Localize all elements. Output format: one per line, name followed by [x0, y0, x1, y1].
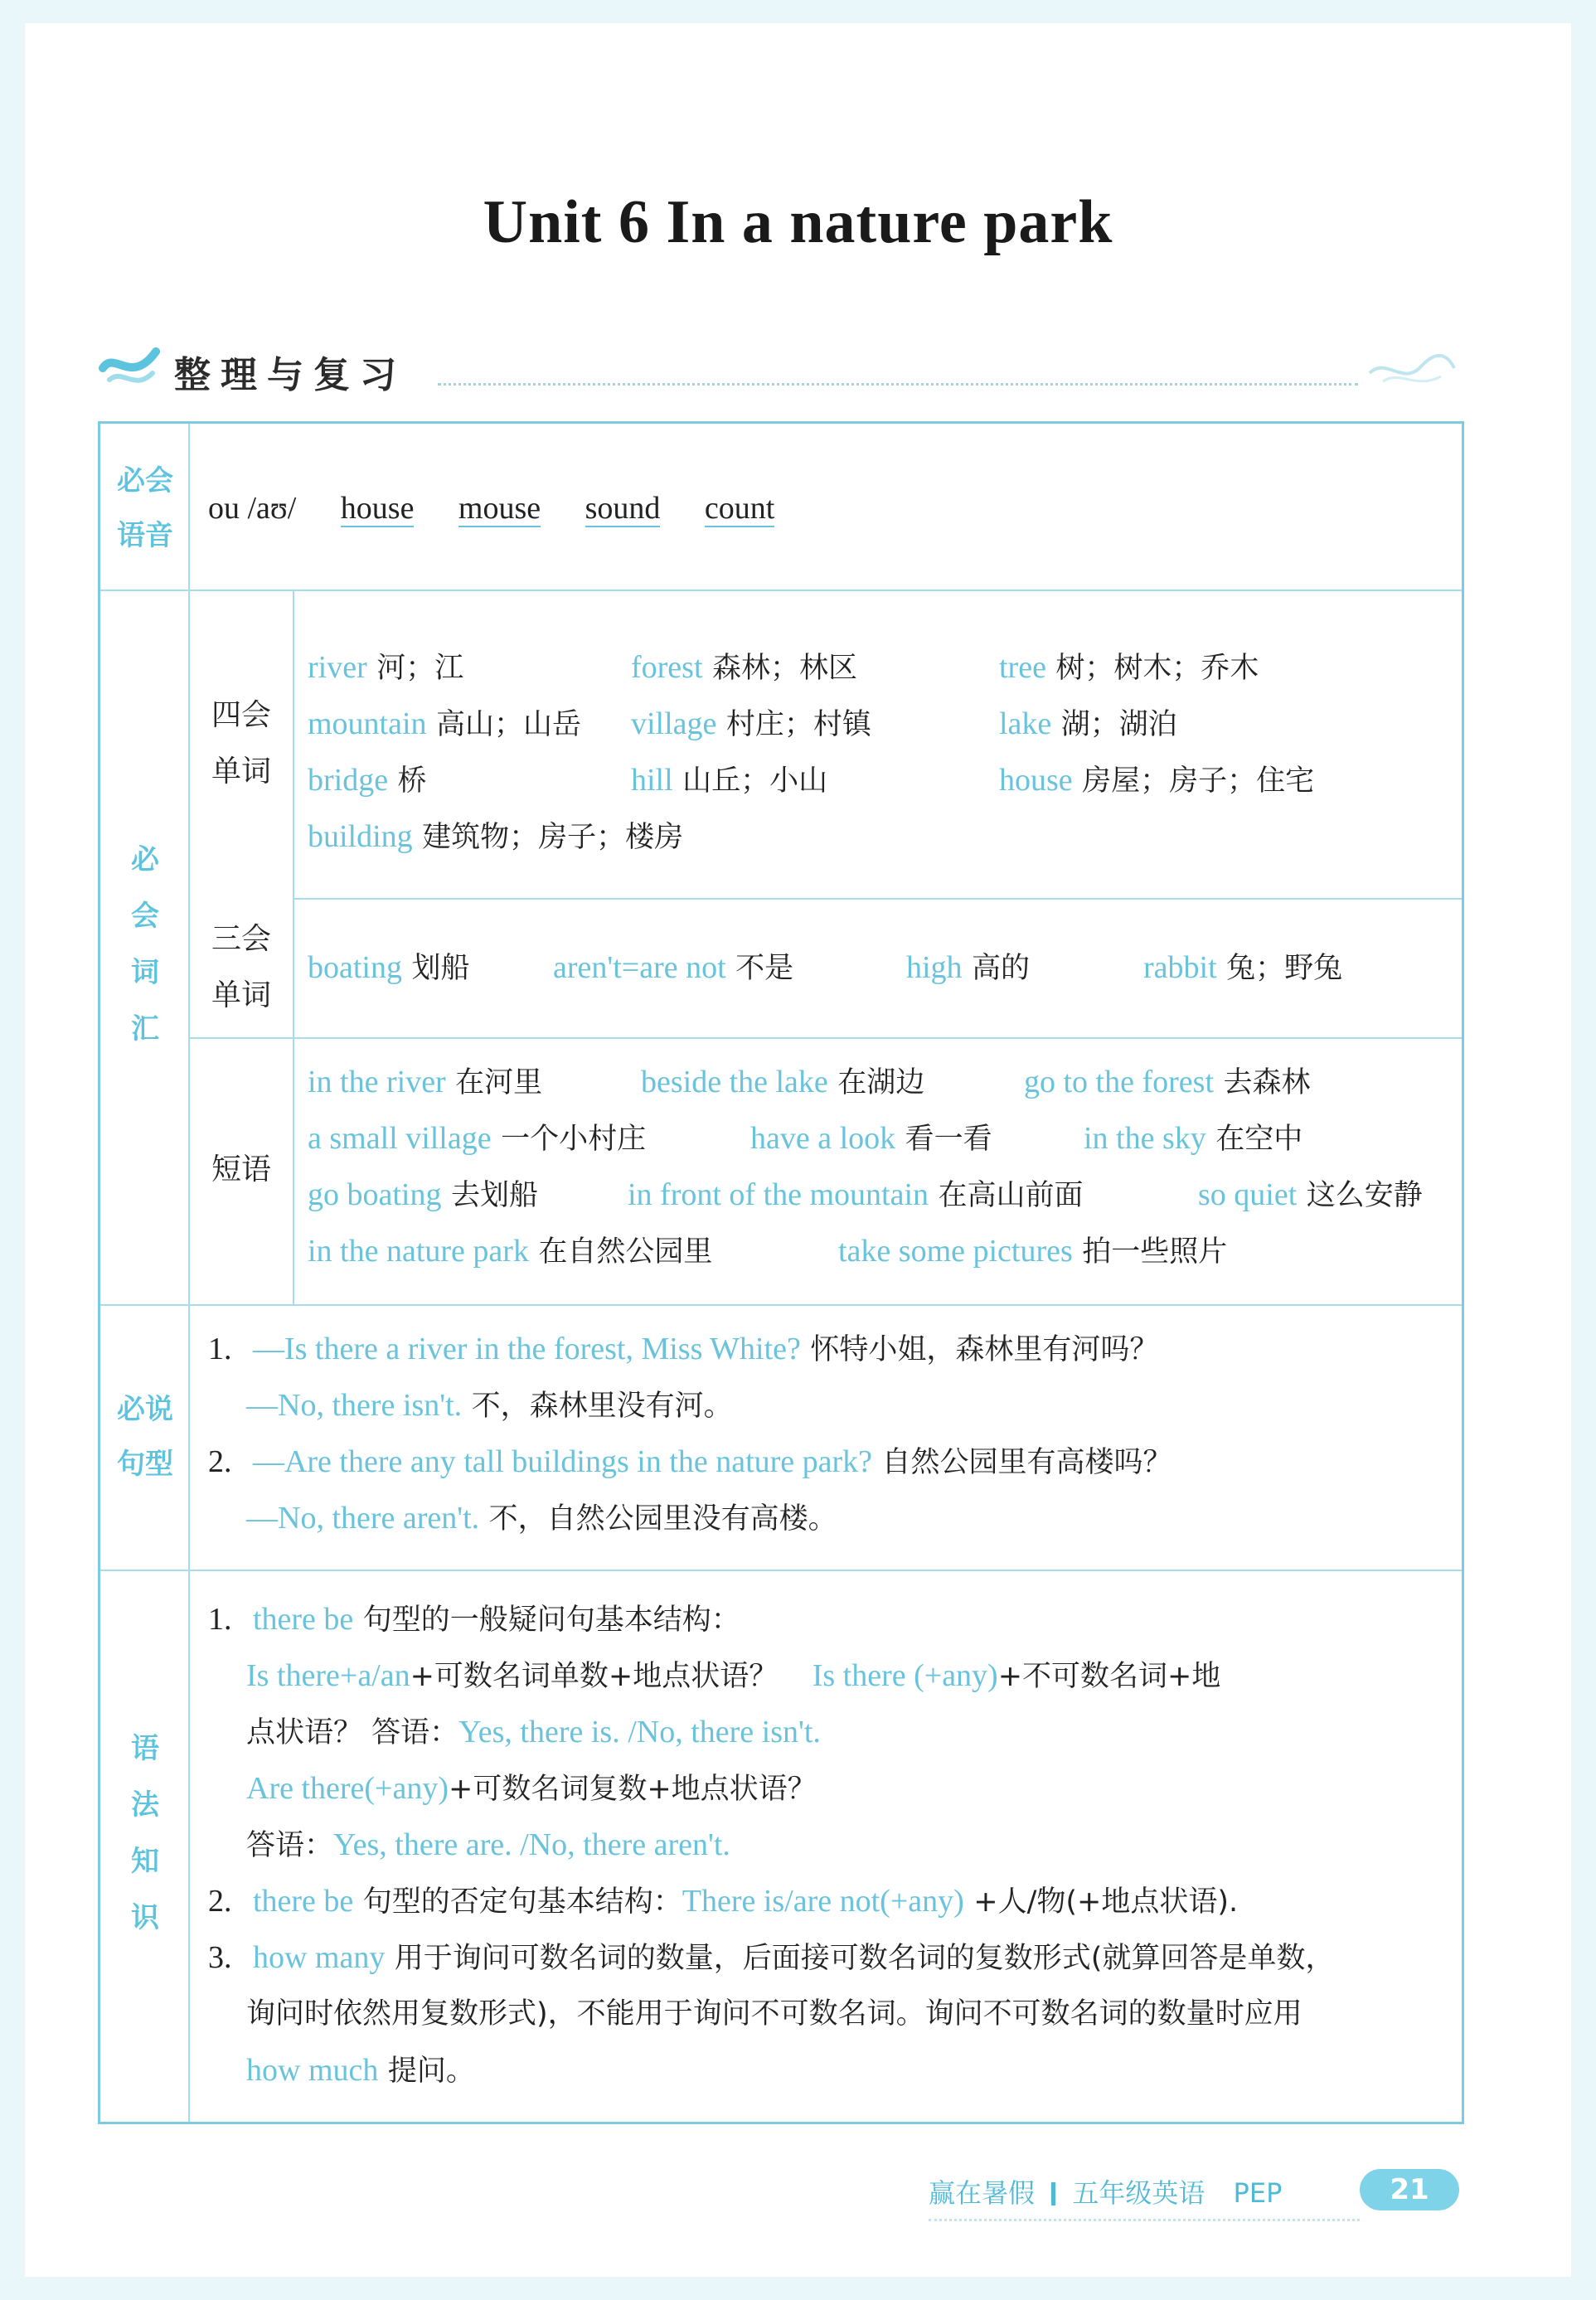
- page-number: 21: [1360, 2169, 1459, 2210]
- footer-divider: [929, 2219, 1360, 2221]
- grammar-line: how much 提问。: [246, 2053, 475, 2088]
- vocab-category: 必 会 词 汇: [131, 843, 159, 1046]
- footer-grade: 五年级英语: [1072, 2177, 1205, 2209]
- grammar-category: 语 法 知 识: [131, 1732, 159, 1934]
- grammar-point-2: 2. there be 句型的否定句基本结构：There is/are not(+any) +人/物(+地点状语).: [208, 1884, 1239, 1919]
- sentence-question: 1. —Is there a river in the forest, Miss White? 怀特小姐，森林里有河吗？: [208, 1332, 1159, 1366]
- unit-title: Unit 6 In a nature park: [483, 188, 1113, 256]
- footer-text: [929, 2172, 1282, 2210]
- phonics-word: count: [704, 491, 775, 526]
- sentence-question: 2. —Are there any tall buildings in the nature park? 自然公园里有高楼吗？: [208, 1444, 1172, 1479]
- phonics-word: house: [340, 491, 415, 526]
- four-skill-label: 四会 单词: [211, 698, 271, 789]
- footer-book: 赢在暑假: [929, 2177, 1036, 2209]
- wave-icon: [1366, 340, 1458, 390]
- section-divider: [438, 383, 1358, 386]
- sentence-answer: —No, there isn't. 不，森林里没有河。: [246, 1388, 733, 1423]
- section-header: [98, 340, 1458, 398]
- footer: [929, 2169, 1476, 2219]
- grammar-point-3: 3. how many 用于询问可数名词的数量，后面接可数名词的复数形式(就算回答是单数，: [208, 1940, 1335, 1975]
- section-label: 整理与复习: [174, 354, 406, 396]
- swoosh-icon: [98, 343, 164, 393]
- review-table: 必会 语音 ou /aʊ/ house mouse sound count 必 会 词 汇 四会 单词 river 河；江 forest 森林；林区 tree 树；树木；乔木 mountain 高山；山岳 village 村庄；村镇 lake 湖；湖泊 bridge 桥 hill 山丘；小山 house 房屋；房子；住宅 building 建筑物；房子；楼房 三会 单词 boating 划船 aren't=are not 不是 high 高的 rabbit 兔；野兔 短语 in the river 在河里 beside the lake 在湖边 go to the forest 去森林 a small village 一个小村庄 have a look 看一看 in the sky 在空中 go boating 去划船 in front of the mountain 在高山前面 so quiet 这么安静 in the nature park 在自然公园里 take some pictures 拍一些照片 必说 句型 1. —Is there a river in the forest, Miss White? 怀特小姐，森林里有河吗？ —No, there isn't. 不，森林里没有河。 2. —Are there any tall buildings in the nature park? 自然公园里有高楼吗？ —No, there aren't. 不，自然公园里没有高楼。 语 法 知 识 1. there be 句型的一般疑问句基本结构： Is there+a/an+可数名词单数+地点状语？ Is there (+any)+不可数名词+地 点状语？ 答语：Yes, there is. /No, there isn't. Are there(+any)+可数名词复数+地点状语？ 答语：Yes, there are. /No, there aren't. 2. there be 句型的否定句基本结构：There is/are not(+any) +人/物(+地点状语). 3. how many 用于询问可数名词的数量，后面接可数名词的复数形式(就算回答是单数， 询问时依然用复数形式)，不能用于询问不可数名词。询问不可数名词的数量时应用 how much 提问。: [98, 421, 1464, 2124]
- sentences-category: 必说 句型: [117, 1393, 173, 1481]
- footer-edition: PEP: [1233, 2177, 1283, 2209]
- phonics-word: sound: [585, 491, 661, 526]
- sentence-answer: —No, there aren't. 不，自然公园里没有高楼。: [246, 1501, 837, 1536]
- grammar-line: Is there+a/an+可数名词单数+地点状语？ Is there (+any)+不可数名词+地: [246, 1658, 1221, 1693]
- grammar-line: 答语：Yes, there are. /No, there aren't.: [246, 1827, 730, 1862]
- grammar-line: Are there(+any)+可数名词复数+地点状语？: [246, 1771, 817, 1806]
- phonics-category: 必会 语音: [117, 464, 173, 552]
- grammar-line: 点状语？ 答语：Yes, there is. /No, there isn't.: [246, 1715, 821, 1749]
- three-skill-label: 三会 单词: [211, 922, 271, 1012]
- phonics-pattern: ou /aʊ/: [208, 491, 297, 526]
- phonics-word: mouse: [458, 491, 541, 526]
- grammar-line: 询问时依然用复数形式)，不能用于询问不可数名词。询问不可数名词的数量时应用: [246, 1997, 1303, 2031]
- phrases-label: 短语: [211, 1152, 271, 1186]
- phonics-row: [208, 480, 774, 537]
- grammar-point-1: 1. there be 句型的一般疑问句基本结构：: [208, 1602, 740, 1637]
